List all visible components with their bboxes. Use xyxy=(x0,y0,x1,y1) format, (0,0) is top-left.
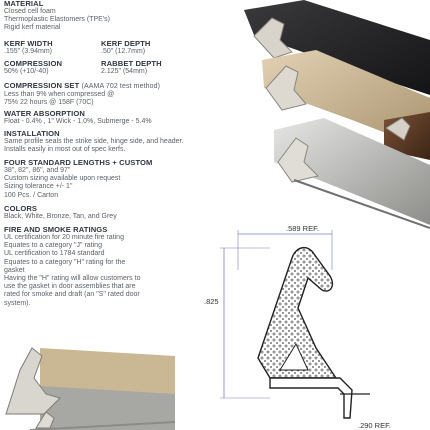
compression xyxy=(4,60,62,76)
lengths-line: 100 Pcs. / Carton xyxy=(4,191,59,199)
rabbet-depth-heading: RABBET DEPTH xyxy=(101,59,162,68)
water-absorption-heading: WATER ABSORPTION xyxy=(4,109,85,118)
compression-set-line: Less than 9% when compressed @ xyxy=(4,91,115,98)
lengths-heading: FOUR STANDARD LENGTHS + CUSTOM xyxy=(4,158,153,167)
kerf-depth xyxy=(101,40,151,56)
installation-line: Installs easily in most out of spec kerfs. xyxy=(4,146,126,154)
compression-set-note: (AAMA 702 test method) xyxy=(81,83,161,90)
lengths-line: Sizing tolerance +/- 1" xyxy=(4,183,73,191)
lengths-section xyxy=(4,159,234,200)
compression-value: 50% (+10/-40) xyxy=(4,68,49,75)
material-section xyxy=(4,0,234,33)
compression-set-title: COMPRESSION SET xyxy=(4,81,80,90)
installation-section xyxy=(4,130,234,154)
colors-line: Black, White, Bronze, Tan, and Grey xyxy=(4,213,117,220)
height-dimension-label: .825 xyxy=(204,297,219,306)
gasket-samples-photo xyxy=(0,318,175,430)
fire-smoke-line: rated for smoke and draft (an "S" rated door xyxy=(4,291,140,299)
water-absorption-section xyxy=(4,110,234,126)
fire-smoke-line: use the gasket in door assemblies that are xyxy=(4,283,136,291)
lengths-line: 38", 82", 86", and 97" xyxy=(4,167,71,174)
compression-set-section xyxy=(4,82,234,107)
width-dimension-label: .589 REF. xyxy=(286,224,319,233)
material-heading: MATERIAL xyxy=(4,0,44,8)
bottom-dimension-label: .290 REF. xyxy=(358,421,391,430)
water-absorption-line: Float - 0.4% , 1" Wick - 1.0%, Submerge - 5.4% xyxy=(4,118,152,125)
rabbet-depth xyxy=(101,60,162,76)
profile-technical-drawing xyxy=(200,218,430,430)
installation-heading: INSTALLATION xyxy=(4,129,60,138)
kerf-depth-value: .50" (12.7mm) xyxy=(101,48,146,55)
colors-heading: COLORS xyxy=(4,204,38,213)
compression-set-heading xyxy=(4,82,234,91)
material-line: Rigid kerf material xyxy=(4,24,61,32)
installation-line: Same profile seals the strike side, hinge side, and header. xyxy=(4,138,184,145)
compression-set-line: 75% 22 hours @ 158F (70C) xyxy=(4,99,94,107)
fire-smoke-line: Equates to a category "J" rating xyxy=(4,242,102,250)
material-line: Thermoplastic Elastomers (TPE's) xyxy=(4,16,110,24)
fire-smoke-line: Equates to a category "H" rating for the xyxy=(4,258,126,266)
rabbet-depth-value: 2.125" (54mm) xyxy=(101,68,148,75)
fire-smoke-line: UL certification to 1784 standard xyxy=(4,250,105,258)
kerf-barb xyxy=(270,378,352,418)
fire-smoke-line: Having the "H" rating will allow customers to xyxy=(4,275,141,283)
kerf-width-heading: KERF WIDTH xyxy=(4,39,53,48)
fire-smoke-line: gasket xyxy=(4,266,25,274)
product-profile-photo xyxy=(234,0,430,230)
kerf-depth-heading: KERF DEPTH xyxy=(101,39,151,48)
material-line: Closed cell foam xyxy=(4,8,56,15)
fire-smoke-heading: FIRE AND SMOKE RATINGS xyxy=(4,225,108,234)
fire-smoke-line: UL certification for 20 minute fire rating xyxy=(4,234,124,241)
fire-smoke-line: system). xyxy=(4,299,31,307)
lengths-line: Custom sizing available upon request xyxy=(4,175,121,183)
kerf-width xyxy=(4,40,53,56)
compression-heading: COMPRESSION xyxy=(4,59,63,68)
kerf-width-value: .155" (3.94mm) xyxy=(4,48,53,55)
